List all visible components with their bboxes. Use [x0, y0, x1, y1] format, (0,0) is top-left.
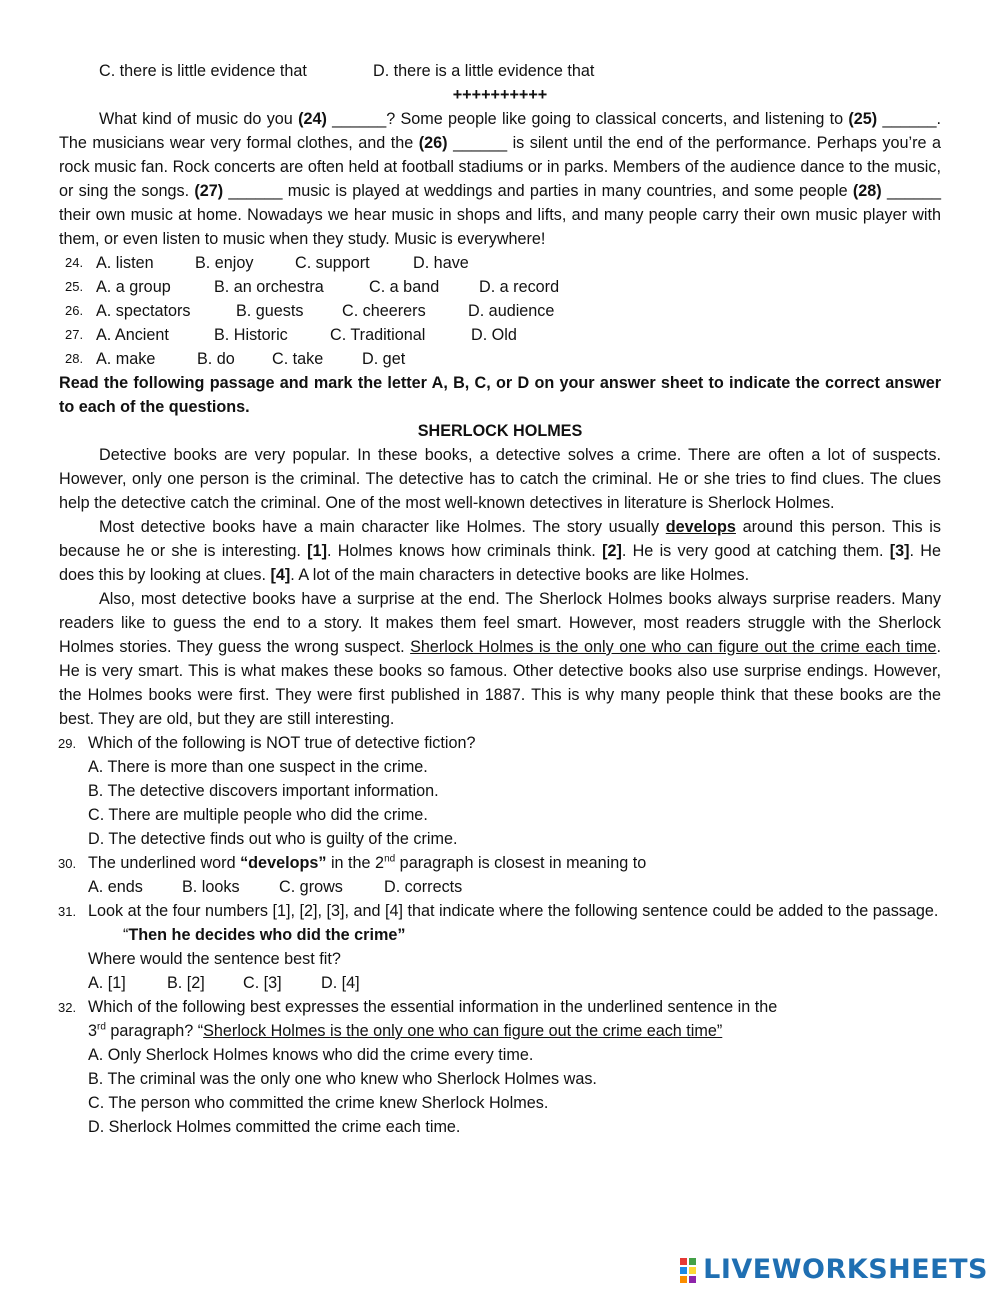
answer-options	[88, 971, 941, 995]
option-b[interactable]: B. do	[197, 350, 235, 368]
question-30: 30. The underlined word “develops” in the 2nd paragraph is closest in meaning to A. ends B. looks C. grows D. corrects	[59, 851, 941, 899]
question-stem: The underlined word “develops” in the 2nd paragraph is closest in meaning to	[88, 853, 647, 872]
question-stem: Which of the following is NOT true of detective fiction?	[88, 734, 476, 752]
option-a[interactable]: A. [1]	[88, 974, 126, 992]
question-31: 31. Look at the four numbers [1], [2], [3], and [4] that indicate where the following sentence could be added to the passage. “Then he decides who did the crime” Where would the sentence best fit? A. [1] B. [2] C. [3] D. [4]	[59, 899, 941, 995]
option-b[interactable]: B. [2]	[167, 974, 205, 992]
passage-paragraph-1: Detective books are very popular. In these books, a detective solves a crime. There are often a lot of suspects. However, only one person is the criminal. The detective has to catch the criminal. He or she tries to find clues. The clues help the detective catch the criminal. One of the most well-known detectives in literature is Sherlock Holmes.	[59, 446, 941, 512]
option-d[interactable]: D. The detective finds out who is guilty of the crime.	[88, 830, 458, 848]
option-c[interactable]: C. There are multiple people who did the crime.	[88, 806, 428, 824]
option-d[interactable]: D. audience	[468, 302, 555, 320]
blank-27: (27)	[194, 182, 224, 200]
option-a[interactable]: A. Only Sherlock Holmes knows who did the crime every time.	[88, 1046, 534, 1064]
blank-25: (25)	[848, 110, 878, 128]
question-stem: Look at the four numbers [1], [2], [3], and [4] that indicate where the following sentence could be added to the passage.	[88, 902, 939, 920]
option-d[interactable]: D. [4]	[321, 974, 360, 992]
prev-option-c: C. there is little evidence that	[99, 62, 307, 80]
passage-title: SHERLOCK HOLMES	[417, 422, 583, 440]
question-24: 24. A. listen B. enjoy C. support D. have	[59, 251, 941, 275]
quoted-sentence: “Then he decides who did the crime”	[123, 926, 406, 944]
option-c[interactable]: C. The person who committed the crime knew Sherlock Holmes.	[88, 1094, 549, 1112]
underlined-word-develops: develops	[665, 518, 736, 536]
marker-3: [3]	[889, 542, 910, 560]
option-c[interactable]: C. [3]	[243, 974, 282, 992]
question-26: 26. A. spectators B. guests C. cheerers D. audience	[59, 299, 941, 323]
underlined-sentence: Sherlock Holmes is the only one who can figure out the crime each time	[410, 638, 937, 656]
option-b[interactable]: B. an orchestra	[214, 278, 324, 296]
option-d[interactable]: D. Old	[471, 326, 517, 344]
question-32: 32. Which of the following best expresses the essential information in the underlined sentence in the 3rd paragraph? “Sherlock Holmes is the only one who can figure out the crime each time” A. Only Sherlock Holmes knows who did the crime every time. B. The criminal was the only one who knew who Sherlock Holmes was. C. The person who committed the crime knew Sherlock Holmes. D. Sherlock Holmes committed the crime each time.	[59, 995, 941, 1139]
passage-paragraph-3: Also, most detective books have a surprise at the end. The Sherlock Holmes books always surprise readers. Many readers like to guess the end to a story. It makes them feel smart. However, most readers struggle with the Sherlock Holmes stories. They guess the wrong suspect. Sherlock Holmes is the only one who can figure out the crime each time. He is very smart. This is what makes these books so famous. Other detective books also use surprise endings. However, the Holmes books were first. They were first published in 1887. This is why many people think that these books are the best. They are old, but they are still interesting.	[59, 590, 941, 728]
option-a[interactable]: A. Ancient	[96, 326, 169, 344]
prev-question-options	[59, 59, 941, 83]
option-c[interactable]: C. a band	[369, 278, 440, 296]
option-d[interactable]: D. get	[362, 350, 406, 368]
option-d[interactable]: D. a record	[479, 278, 560, 296]
question-27: 27. A. Ancient B. Historic C. Traditional D. Old	[59, 323, 941, 347]
option-b[interactable]: B. The detective discovers important information.	[88, 782, 439, 800]
worksheet-page	[59, 59, 941, 1139]
blank-26: (26)	[418, 134, 448, 152]
option-c[interactable]: C. support	[295, 254, 370, 272]
option-a[interactable]: A. ends	[88, 878, 143, 896]
blank-24: (24)	[298, 110, 327, 128]
prev-option-d: D. there is a little evidence that	[373, 62, 595, 80]
liveworksheets-logo[interactable]	[679, 1252, 988, 1288]
option-a[interactable]: A. spectators	[96, 302, 191, 320]
question-ask: Where would the sentence best fit?	[88, 950, 341, 968]
liveworksheets-icon	[679, 1256, 699, 1284]
section-separator: ++++++++++	[452, 86, 548, 104]
marker-1: [1]	[307, 542, 327, 560]
option-c[interactable]: C. Traditional	[330, 326, 426, 344]
option-c[interactable]: C. cheerers	[342, 302, 426, 320]
option-b[interactable]: B. Historic	[214, 326, 288, 344]
option-c[interactable]: C. grows	[279, 878, 343, 896]
brand-name: LIVEWORKSHEETS	[703, 1254, 988, 1285]
option-a[interactable]: A. make	[96, 350, 156, 368]
marker-2: [2]	[602, 542, 622, 560]
option-b[interactable]: B. enjoy	[195, 254, 254, 272]
option-a[interactable]: A. listen	[96, 254, 154, 272]
option-d[interactable]: D. Sherlock Holmes committed the crime each time.	[88, 1118, 461, 1136]
answer-options	[88, 875, 941, 899]
question-stem: Which of the following best expresses the essential information in the underlined sentence in the	[88, 998, 778, 1016]
marker-4: [4]	[270, 566, 291, 584]
option-b[interactable]: B. looks	[182, 878, 240, 896]
reading-instruction: Read the following passage and mark the letter A, B, C, or D on your answer sheet to indicate the correct answer to each of the questions.	[59, 374, 941, 416]
question-25: 25. A. a group B. an orchestra C. a band D. a record	[59, 275, 941, 299]
option-b[interactable]: B. guests	[236, 302, 304, 320]
blank-28: (28)	[852, 182, 882, 200]
cloze-passage: What kind of music do you (24) ______? Some people like going to classical concerts, and listening to (25) ______. The musicians wear very formal clothes, and the (26) ______ is silent until the end of the performance. Perhaps you’re a rock music fan. Rock concerts are often held at football stadiums or in parks. Members of the audience dance to the music, or sing the songs. (27) ______ music is played at weddings and parties in many countries, and some people (28) ______ their own music at home. Nowadays we hear music in shops and lifts, and many people carry their own music player with them, or even listen to music when they study. Music is everywhere!	[59, 110, 942, 248]
question-stem-cont: 3rd paragraph? “Sherlock Holmes is the only one who can figure out the crime each time”	[88, 1021, 723, 1040]
option-a[interactable]: A. a group	[96, 278, 171, 296]
question-29: 29. Which of the following is NOT true of detective fiction? A. There is more than one suspect in the crime. B. The detective discovers important information. C. There are multiple people who did the crime. D. The detective finds out who is guilty of the crime.	[59, 731, 941, 851]
option-d[interactable]: D. corrects	[384, 878, 463, 896]
passage-paragraph-2: Most detective books have a main character like Holmes. The story usually develops around this person. This is because he or she is interesting. [1]. Holmes knows how criminals think. [2]. He is very good at catching them. [3]. He does this by looking at clues. [4]. A lot of the main characters in detective books are like Holmes.	[59, 518, 941, 584]
option-c[interactable]: C. take	[272, 350, 324, 368]
question-28: 28. A. make B. do C. take D. get	[59, 347, 941, 371]
option-a[interactable]: A. There is more than one suspect in the crime.	[88, 758, 428, 776]
option-b[interactable]: B. The criminal was the only one who knew who Sherlock Holmes was.	[88, 1070, 597, 1088]
option-d[interactable]: D. have	[413, 254, 469, 272]
